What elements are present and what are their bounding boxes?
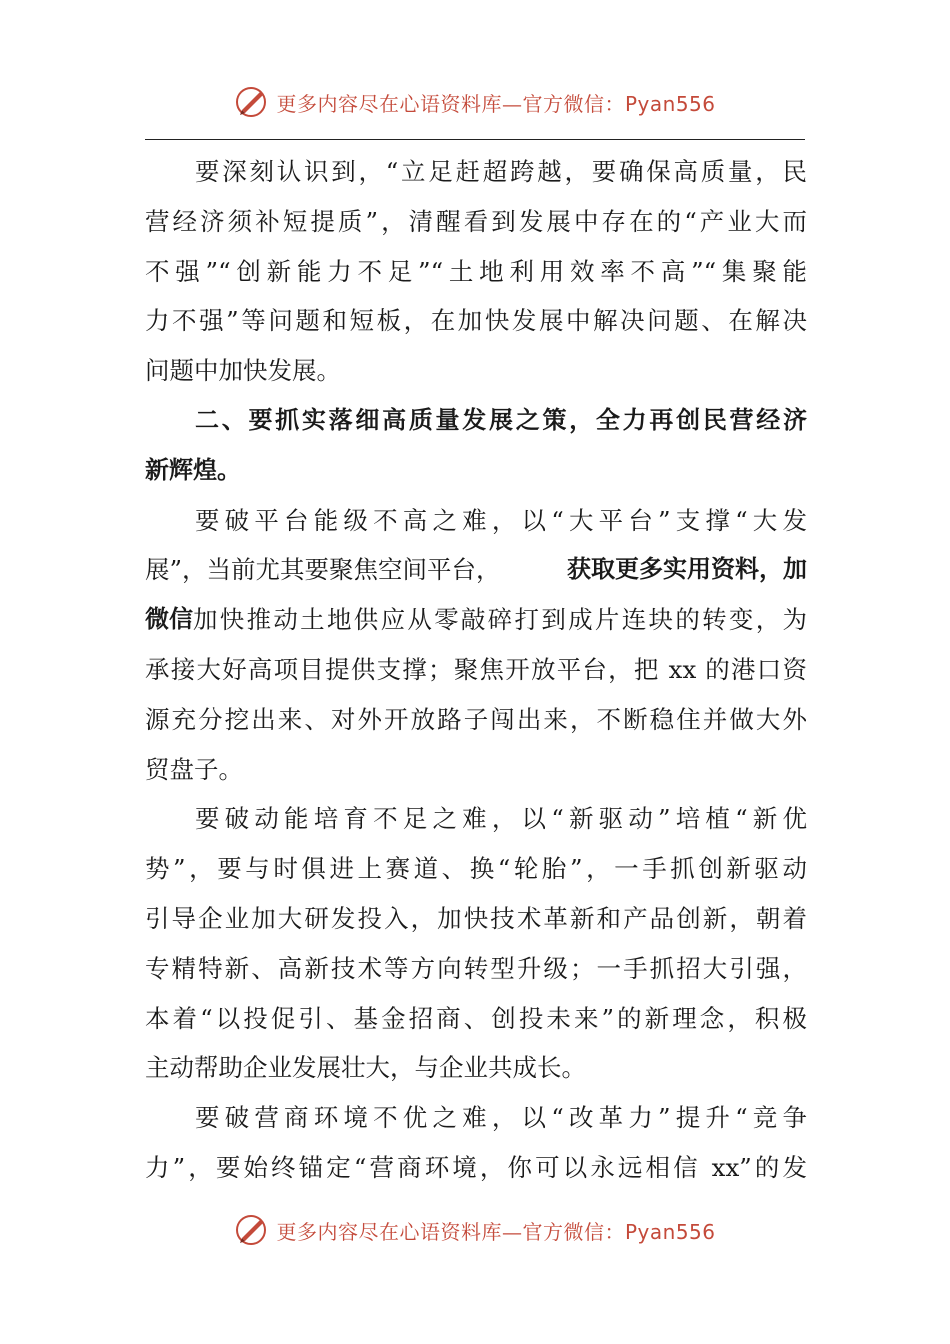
body-line: 要破平台能级不高之难，以“大平台”支撑“大发 xyxy=(195,505,807,535)
banner-title: 更多内容尽在心语资料库 xyxy=(276,91,502,116)
body-line: 势”，要与时俱进上赛道、换“轮胎”，一手抓创新驱动 xyxy=(145,854,807,884)
body-line: 力不强”等问题和短板，在加快发展中解决问题、在解决 xyxy=(145,306,807,336)
banner-dash: — xyxy=(501,1219,523,1244)
body-line: 要破动能培育不足之难，以“新驱动”培植“新优 xyxy=(195,804,807,834)
body-line xyxy=(145,545,807,595)
banner-dash: — xyxy=(501,91,523,116)
body-line xyxy=(145,595,807,645)
header-banner xyxy=(0,82,950,122)
pen-logo-icon xyxy=(234,1212,270,1248)
header-divider xyxy=(145,139,805,140)
body-line: 要深刻认识到，“立足赶超跨越，要确保高质量，民 xyxy=(195,157,807,186)
footer-banner xyxy=(0,1210,950,1250)
inserted-ad-text: 微信 xyxy=(145,605,193,634)
pen-logo-icon xyxy=(234,84,270,120)
body-line: 要破营商环境不优之难，以“改革力”提升“竞争 xyxy=(195,1103,807,1133)
wechat-label: 官方微信： xyxy=(522,1219,625,1244)
body-line: 力”，要始终锚定“营商环境，你可以永远相信 xx”的发 xyxy=(145,1152,807,1182)
body-text-segment: 加快推动土地供应从零敲碎打到成片连块的转变，为 xyxy=(193,605,807,635)
body-line: 承接大好高项目提供支撑；聚焦开放平台，把 xx 的港口资 xyxy=(145,654,807,684)
body-line: 不强”“创新能力不足”“土地利用效率不高”“集聚能 xyxy=(145,256,807,286)
body-line: 本着“以投促引、基金招商、创投未来”的新理念，积极 xyxy=(145,1003,807,1033)
wechat-label: 官方微信： xyxy=(522,91,625,116)
body-line: 专精特新、高新技术等方向转型升级；一手抓招大引强， xyxy=(145,953,807,983)
body-line: 营经济须补短提质”，清醒看到发展中存在的“产业大而 xyxy=(145,206,807,236)
body-line: 问题中加快发展。 xyxy=(145,356,341,386)
wechat-id: Pyan556 xyxy=(624,1219,716,1244)
document-body xyxy=(145,147,807,1193)
inserted-ad-text: 获取更多实用资料，加 xyxy=(567,555,807,584)
banner-title: 更多内容尽在心语资料库 xyxy=(276,1219,502,1244)
wechat-id: Pyan556 xyxy=(624,91,716,116)
section-heading: 二、要抓实落细高质量发展之策，全力再创民营经济 xyxy=(195,405,807,434)
body-line: 贸盘子。 xyxy=(145,754,243,784)
body-line: 源充分挖出来、对外开放路子闯出来，不断稳住并做大外 xyxy=(145,704,807,734)
body-text-segment: 展”，当前尤其要聚焦空间平台， xyxy=(145,555,501,585)
section-heading: 新辉煌。 xyxy=(145,455,241,484)
body-line: 引导企业加大研发投入，加快技术革新和产品创新，朝着 xyxy=(145,903,807,933)
body-line: 主动帮助企业发展壮大，与企业共成长。 xyxy=(145,1053,586,1083)
